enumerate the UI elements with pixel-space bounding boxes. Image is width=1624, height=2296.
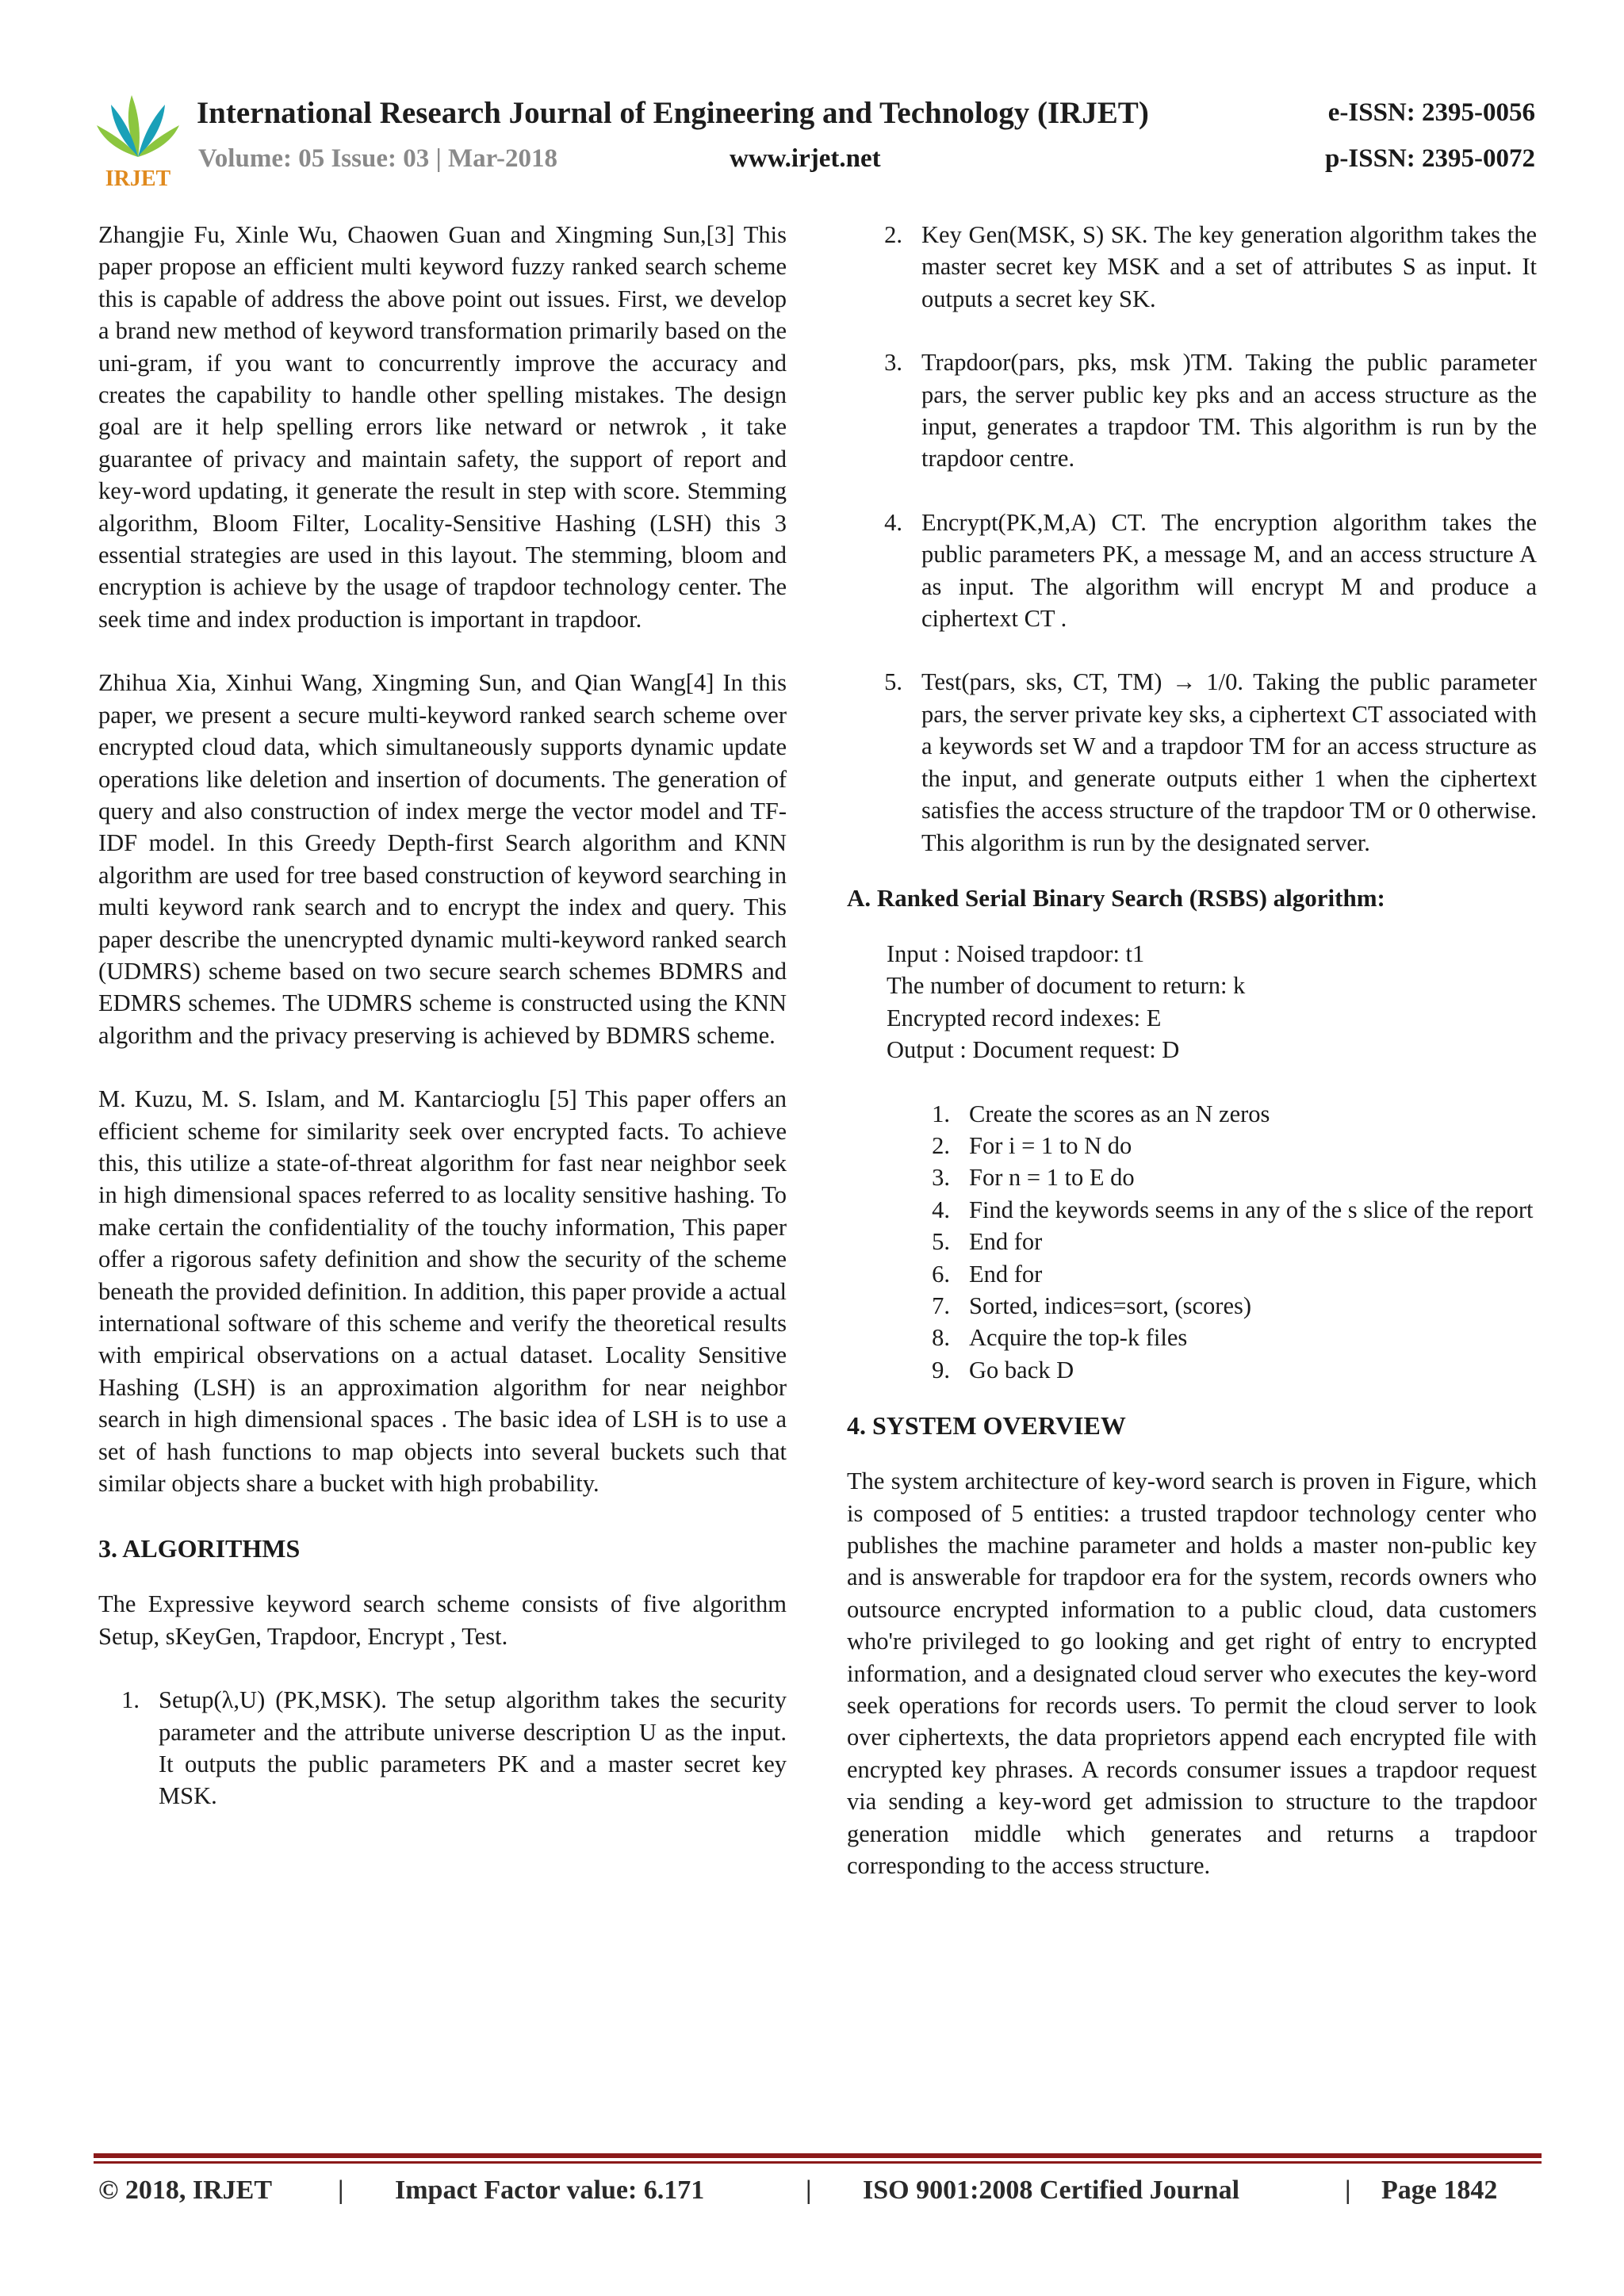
journal-website: www.irjet.net xyxy=(730,144,881,173)
volume-issue: Volume: 05 Issue: 03 | Mar-2018 xyxy=(198,144,558,173)
rsbs-output: Output : Document request: D xyxy=(887,1036,1180,1064)
footer-page-number: Page 1842 xyxy=(1381,2175,1498,2205)
footer-separator: | xyxy=(1345,2175,1351,2205)
logo-text: IRJET xyxy=(105,166,171,190)
paragraph-kuzu-et-al: M. Kuzu, M. S. Islam, and M. Kantarcioglu [5] This paper offers an efficient scheme for similarity seek over encrypted facts. To achieve this, this utilize a state-of-threat algorithm for fast near neighbor seek in high dimensional spaces referred to as locality sensitive hashing. To make certain the confidentiality of the touchy information, This paper offer a rigorous safety definition and show the security of the scheme beneath the provided definition. In addition, this paper provide a actual international software of this scheme and verify the theoretical results with empirical observations on a actual dataset. Locality Sensitive Hashing (LSH) is an approximation algorithm for near neighbor search in high dimensional spaces . The basic idea of LSH is to use a set of hash functions to map objects into several buckets such that similar objects share a bucket with high probability. xyxy=(98,1085,787,1498)
rsbs-step xyxy=(894,1130,1537,1161)
section-heading-system-overview: 4. SYSTEM OVERVIEW xyxy=(847,1411,1126,1441)
list-number: 9. xyxy=(932,1356,950,1383)
list-text: Sorted, indices=sort, (scores) xyxy=(969,1292,1252,1319)
list-number: 7. xyxy=(932,1292,950,1319)
system-overview-text: The system architecture of key-word search is proven in Figure, which is composed of 5 entities: a trusted trapdoor technology center who publishes the machine parameter and holds a master non-public key and is answerable for trapdoor era for the system, records owners who outsource encrypted information to a public cloud, data customers who're privileged to go looking and get right of entry to encrypted information, and a designated cloud server who executes the key-word seek operations for records users. To permit the cloud server to look over ciphertexts, the data proprietors append each encrypted file with encrypted key phrases. A records consumer issues a trapdoor request via sending a key-word get admission to structure to the trapdoor generation middle which generates and returns a trapdoor corresponding to the access structure. xyxy=(847,1468,1537,1880)
algorithm-item-keygen xyxy=(847,219,1537,315)
algorithms-intro: The Expressive keyword search scheme consists of five algorithm Setup, sKeyGen, Trapdoor, Encrypt , Test. xyxy=(98,1590,787,1650)
rsbs-io-block xyxy=(847,938,1537,1066)
list-text: Encrypt(PK,M,A) CT. The encryption algorithm takes the public parameters PK, a message M, and an access structure A as input. The algorithm will encrypt M and produce a ciphertext CT . xyxy=(921,508,1537,633)
list-text: Go back D xyxy=(969,1356,1074,1383)
rsbs-input: Input : Noised trapdoor: t1 xyxy=(887,939,1145,967)
irjet-leaf-logo-icon xyxy=(94,89,182,190)
list-number: 5. xyxy=(884,668,902,696)
algorithm-item-setup xyxy=(98,1684,787,1812)
list-number: 2. xyxy=(932,1131,950,1159)
rsbs-step xyxy=(894,1322,1537,1353)
rsbs-k: The number of document to return: k xyxy=(887,972,1246,1000)
footer-rule-thick xyxy=(94,2153,1542,2158)
list-number: 1. xyxy=(121,1686,140,1714)
footer-separator: | xyxy=(338,2175,344,2205)
footer-copyright: © 2018, IRJET xyxy=(98,2175,273,2205)
subsection-heading-rsbs: A. Ranked Serial Binary Search (RSBS) algorithm: xyxy=(847,883,1385,912)
list-number: 3. xyxy=(884,349,902,377)
rsbs-step xyxy=(894,1226,1537,1257)
rsbs-step xyxy=(894,1098,1537,1130)
footer-iso: ISO 9001:2008 Certified Journal xyxy=(863,2175,1240,2205)
footer-impact-factor: Impact Factor value: 6.171 xyxy=(395,2175,705,2205)
list-text: Create the scores as an N zeros xyxy=(969,1100,1270,1127)
algorithm-item-trapdoor xyxy=(847,346,1537,475)
algorithm-item-test xyxy=(847,666,1537,858)
rsbs-step xyxy=(894,1290,1537,1322)
list-number: 4. xyxy=(932,1196,950,1223)
list-text: For i = 1 to N do xyxy=(969,1131,1132,1159)
list-text: Trapdoor(pars, pks, msk )TM. Taking the public parameter pars, the server public key pks and an access structure as the input, generates a trapdoor TM. This algorithm is run by the trapdoor centre. xyxy=(921,349,1537,473)
page-header xyxy=(0,0,1624,206)
footer-rule-thin xyxy=(94,2161,1542,2164)
paragraph-xia-et-al: Zhihua Xia, Xinhui Wang, Xingming Sun, and Qian Wang[4] In this paper, we present a secure multi-keyword ranked search scheme over encrypted cloud data, which simultaneously supports dynamic update operations like deletion and insertion of documents. The generation of query and also construction of index merge the vector model and TF-IDF model. In this Greedy Depth-first Search algorithm and KNN algorithm are used for tree based construction of keyword searching in multi keyword rank search and to encrypt the index and query. This paper describe the unencrypted dynamic multi-keyword ranked search (UDMRS) scheme based on two secure search schemes BDMRS and EDMRS schemes. The UDMRS scheme is constructed using the KNN algorithm and the privacy preserving is achieved by BDMRS scheme. xyxy=(98,669,787,1049)
list-text: End for xyxy=(969,1260,1043,1288)
list-number: 1. xyxy=(932,1100,950,1127)
right-column xyxy=(847,219,1537,1881)
list-text: For n = 1 to E do xyxy=(969,1164,1135,1192)
paragraph-fu-et-al: Zhangjie Fu, Xinle Wu, Chaowen Guan and Xingming Sun,[3] This paper propose an efficient multi keyword fuzzy ranked search scheme this is capable of address the above point out issues. First, we develop a brand new method of keyword transformation primarily based on the uni-gram, if you want to concurrently improve the accuracy and creates the capability to handle other spelling mistakes. The design goal are it help spelling errors like netward or netwrok , it take guarantee of privacy and maintain safety, the support of report and key-word updating, it generate the result in step with score. Stemming algorithm, Bloom Filter, Locality-Sensitive Hashing (LSH) this 3 essential strategies are used in this layout. The stemming, bloom and encryption is achieve by the usage of trapdoor technology center. The seek time and index production is important in trapdoor. xyxy=(98,221,787,633)
page-footer xyxy=(98,2175,1542,2215)
p-issn: p-ISSN: 2395-0072 xyxy=(1325,144,1535,173)
list-number: 3. xyxy=(932,1164,950,1192)
e-issn: e-ISSN: 2395-0056 xyxy=(1327,98,1535,127)
list-number: 6. xyxy=(932,1260,950,1288)
list-text: Find the keywords seems in any of the s slice of the report xyxy=(969,1196,1534,1223)
rsbs-steps xyxy=(847,1098,1537,1387)
list-text: Test(pars, sks, CT, TM) → 1/0. Taking the public parameter pars, the server private key sks, a ciphertext CT associated with a keywords set W and a trapdoor TM for an access structure as the input, and generate outputs either 1 when the ciphertext satisfies the access structure of the trapdoor TM or 0 otherwise. This algorithm is run by the designated server. xyxy=(921,668,1537,856)
left-column xyxy=(98,219,787,1812)
rsbs-step xyxy=(894,1258,1537,1290)
rsbs-indexes: Encrypted record indexes: E xyxy=(887,1004,1162,1031)
section-heading-algorithms: 3. ALGORITHMS xyxy=(98,1534,301,1563)
list-number: 8. xyxy=(932,1324,950,1352)
list-text: Acquire the top-k files xyxy=(969,1324,1188,1352)
list-number: 5. xyxy=(932,1228,950,1256)
journal-title: International Research Journal of Engineering and Technology (IRJET) xyxy=(197,96,1149,130)
rsbs-step xyxy=(894,1161,1537,1193)
list-text: Setup(λ,U) (PK,MSK). The setup algorithm takes the security parameter and the attribute universe description U as the input. It outputs the public parameters PK and a master secret key MSK. xyxy=(159,1686,787,1810)
footer-separator: | xyxy=(806,2175,812,2205)
rsbs-step xyxy=(894,1194,1537,1226)
rsbs-step xyxy=(894,1354,1537,1386)
list-number: 4. xyxy=(884,508,902,536)
list-text: Key Gen(MSK, S) SK. The key generation algorithm takes the master secret key MSK and a set of attributes S as input. It outputs a secret key SK. xyxy=(921,221,1537,312)
algorithm-item-encrypt xyxy=(847,507,1537,635)
list-number: 2. xyxy=(884,221,902,248)
list-text: End for xyxy=(969,1228,1043,1256)
